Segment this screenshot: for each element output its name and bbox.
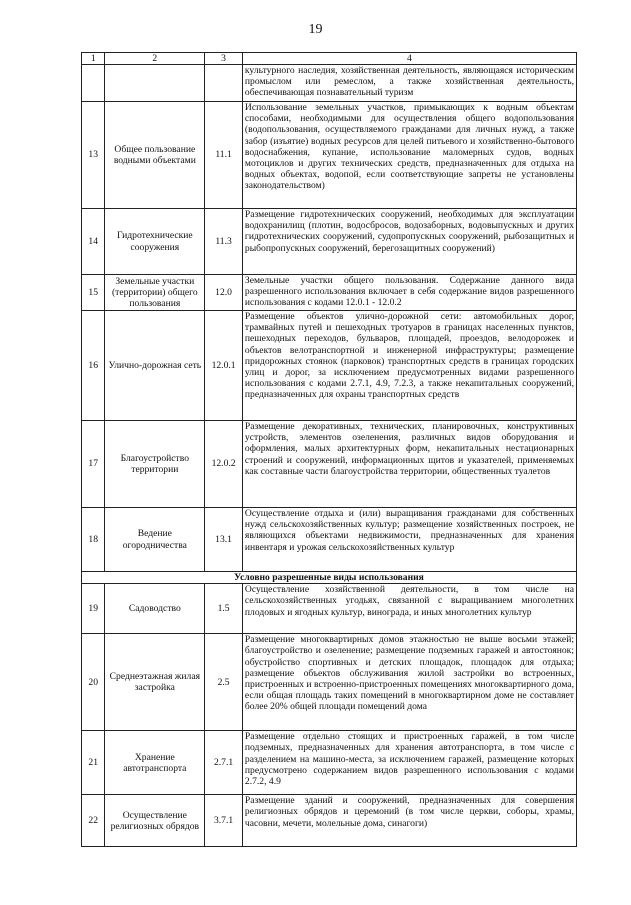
row-number: 22 (82, 795, 105, 847)
table-row (82, 508, 577, 572)
row-use-name: Хранение автотранспорта (105, 731, 205, 795)
row-description: Осуществление отдыха и (или) выращивания гражданами для собственных нужд сельскохозяйственных культур; размещение хозяйственных построек, не являющихся объектами недвижимости, предназначенных для хранения инвентаря и урожая сельскохозяйственных культур (242, 508, 576, 572)
row-description: Размещение гидротехнических сооружений, необходимых для эксплуатации водохранилищ (плотин, водосбросов, водозаборных, водовыпускных и других гидротехнических сооружений, судопропускных сооружений, рыбозащитных и рыбопропускных сооружений, берегозащитных сооружений) (242, 209, 576, 275)
row-code: 12.0 (205, 275, 243, 311)
row-use-name: Ведение огородничества (105, 508, 205, 572)
row-number: 17 (82, 421, 105, 508)
row-number: 13 (82, 102, 105, 209)
row-code: 13.1 (205, 508, 243, 572)
row-use-name: Улично-дорожная сеть (105, 311, 205, 421)
row-description: Размещение объектов улично-дорожной сети: автомобильных дорог, трамвайных путей и пешеходных тротуаров в границах населенных пунктов, пешеходных переходов, бульваров, площадей, проездов, велодорожек и объектов велотранспортной и инженерной инфраструктуры; размещение придорожных стоянок (парковок) транспортных средств в границах городских улиц и дорог, за исключением предусмотренных видами разрешенного использования с кодами 2.7.1, 4.9, 7.2.3, а также некапитальных сооружений, предназначенных для охраны транспортных средств (242, 311, 576, 421)
table-row (82, 634, 577, 731)
table-row (82, 584, 577, 634)
row-use-name: Гидротехнические сооружения (105, 209, 205, 275)
row-code: 12.0.1 (205, 311, 243, 421)
row-number: 19 (82, 584, 105, 634)
column-number: 4 (242, 53, 576, 65)
row-use-name: Благоустройство территории (105, 421, 205, 508)
row-description: Размещение многоквартирных домов этажностью не выше восьми этажей; благоустройство и озеленение; размещение подземных гаражей и автостоянок; обустройство спортивных и детских площадок, площадок для отдыха; размещение объектов обслуживания жилой застройки во встроенных, пристроенных и встроенно-пристроенных помещениях многоквартирного дома, если общая площадь таких помещений в многоквартирном доме не составляет более 20% общей площади помещений дома (242, 634, 576, 731)
row-code: 11.1 (205, 102, 243, 209)
row-use-name: Среднеэтажная жилая застройка (105, 634, 205, 731)
row-number: 21 (82, 731, 105, 795)
row-code: 2.7.1 (205, 731, 243, 795)
table-row (82, 209, 577, 275)
row-description: Земельные участки общего пользования. Содержание данного вида разрешенного использования включает в себя содержание видов разрешенного использования с кодами 12.0.1 - 12.0.2 (242, 275, 576, 311)
section-header-row (82, 572, 577, 584)
row-number: 18 (82, 508, 105, 572)
row-description: Размещение отдельно стоящих и пристроенных гаражей, в том числе подземных, предназначенных для хранения автотранспорта, в том числе с разделением на машино-места, за исключением гаражей, размещение которых предусмотрено содержанием видов разрешенного использования с кодами 2.7.2, 4.9 (242, 731, 576, 795)
row-use-name: Осуществление религиозных обрядов (105, 795, 205, 847)
row-code: 2.5 (205, 634, 243, 731)
row-use-name: Общее пользование водными объектами (105, 102, 205, 209)
row-code: 11.3 (205, 209, 243, 275)
table-row (82, 102, 577, 209)
table-row (82, 421, 577, 508)
row-number: 16 (82, 311, 105, 421)
section-title: Условно разрешенные виды использования (82, 572, 577, 584)
row-code: 12.0.2 (205, 421, 243, 508)
table-row-continuation (82, 65, 577, 102)
row-description: Осуществление хозяйственной деятельности, в том числе на сельскохозяйственных угодьях, связанной с выращиванием многолетних плодовых и ягодных культур, винограда, и иных многолетних культур (242, 584, 576, 634)
row-number: 15 (82, 275, 105, 311)
table-row (82, 311, 577, 421)
row-number: 14 (82, 209, 105, 275)
land-use-table (81, 52, 577, 847)
row-code: 1.5 (205, 584, 243, 634)
table-row (82, 795, 577, 847)
table-row (82, 275, 577, 311)
row-code: 3.7.1 (205, 795, 243, 847)
column-number: 2 (105, 53, 205, 65)
row-description: Размещение декоративных, технических, планировочных, конструктивных устройств, элементов озеленения, различных видов оборудования и оформления, малых архитектурных форм, некапитальных нестационарных строений и сооружений, информационных щитов и указателей, применяемых как составные части благоустройства территории, общественных туалетов (242, 421, 576, 508)
row-use-name: Земельные участки (территории) общего пользования (105, 275, 205, 311)
row-description: Размещение зданий и сооружений, предназначенных для совершения религиозных обрядов и церемоний (в том числе церкви, соборы, храмы, часовни, мечети, молельные дома, синагоги) (242, 795, 576, 847)
table-row (82, 731, 577, 795)
row-number: 20 (82, 634, 105, 731)
row-description: культурного наследия, хозяйственная деятельность, являющаяся историческим промыслом или ремеслом, а также хозяйственная деятельность, обеспечивающая познавательный туризм (242, 65, 576, 102)
column-number-row (82, 53, 577, 65)
row-description: Использование земельных участков, примыкающих к водным объектам способами, необходимыми для осуществления общего водопользования (водопользования, осуществляемого гражданами для личных нужд, а также забор (изъятие) водных ресурсов для целей питьевого и хозяйственно-бытового водоснабжения, купание, использование маломерных судов, водных мотоциклов и других технических средств, предназначенных для отдыха на водных объектах, водопой, если соответствующие запреты не установлены законодательством) (242, 102, 576, 209)
page-number: 19 (308, 22, 323, 37)
column-number: 1 (82, 53, 105, 65)
row-use-name: Садоводство (105, 584, 205, 634)
column-number: 3 (205, 53, 243, 65)
